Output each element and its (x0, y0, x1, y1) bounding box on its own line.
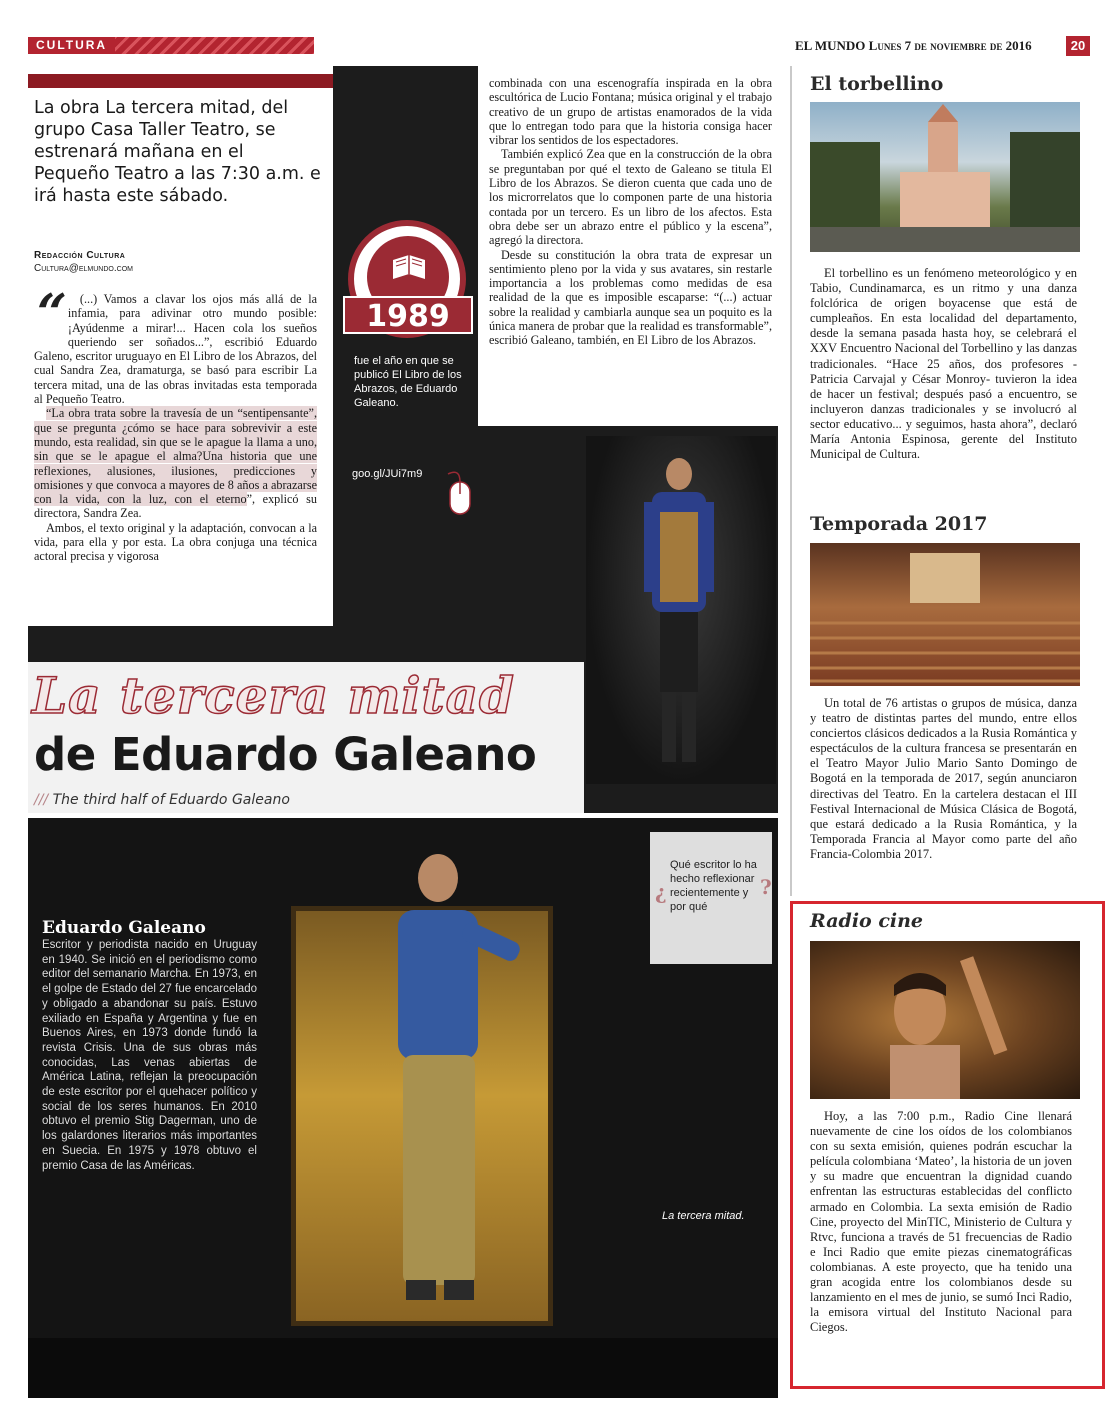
radio-photo (810, 941, 1080, 1099)
bio-text: Escritor y periodista nacido en Uruguay en 1940. Se inició en el periodismo como editor del semanario Marcha. En 1973, en el golpe de Estado del 27 fue encarcelado y obligado a abandonar su país. Estuvo exiliado en España y Argentina y fue en Buenos Aires, en 1973 donde fundó la revista Crisis. Una de sus obras más conocidas, Las venas abiertas de América Latina, reflejan la preocupación de este escritor por el quehacer político y social de los seres humanos. En 2010 obtuvo el premio Stig Dagerman, uno de los galardones literarios más importantes en Suecia. En 1975 y 1978 obtuvo el premio Casa de las Américas. (42, 939, 257, 1172)
actor-photo (586, 436, 776, 784)
paragraph: Hoy, a las 7:00 p.m., Radio Cine llenará nuevamente de cine los oídos de los colombianos con su sexta emisión, quienes podrán escuchar la película colombiana ‘Mateo’, la historia de un joven y su madre que encuentran la dignidad cuando enfrentan las estructuras establecidas del conflicto armado en Colombia. La sexta emisión de Radio Cine, proyecto del MinTIC, Ministerio de Cultura y Rtvc, funciona a través de 51 frecuencias de Radio e Inci Radio que emite piezas cinematográficas colombianas. A este proyecto, que ha tenido una gran acogida entre los colombianos desde su lanzamiento en el mes de junio, se sumó Inci Radio, la emisora virtual del Instituto Nacional para Ciegos. (810, 1109, 1072, 1335)
issue-date: Lunes 7 de noviembre de 2016 (868, 38, 1032, 53)
byline-name: Redacción Cultura (34, 250, 126, 261)
book-icon (391, 252, 427, 282)
badge-caption: fue el año en que se publicó El Libro de los Abrazos, de Eduardo Galeano. (354, 355, 462, 409)
theater-photo (810, 543, 1080, 686)
actor-figure-stage (368, 840, 528, 1340)
headline-line-1: La tercera mitad (32, 666, 515, 725)
article-column-2 (489, 76, 772, 348)
short-link[interactable]: goo.gl/JUi7m9 (352, 468, 423, 480)
church-drawing (810, 102, 1080, 252)
quote-tail: ”, explicó su directora, Sandra Zea. (34, 492, 317, 521)
paragraph: El torbellino es un fenómeno meteorológico y en Tabio, Cundinamarca, es un ritmo y una danza folclórica de origen boyacense que está de cumpleaños. En esta localidad del departamento, desde la semana pasada hasta hoy, se celebrará el XXV Encuentro Nacional del Torbellino y las danzas tradicionales. “Hace 25 años, dos profesores -Patricia Carvajal y César Monroy- tuvieron la idea de hacer un festival; después pasó a encuentro, se incluyeron danzas tradicionales y se involucró al sector educativo... y seguimos, hasta ahora”, declaró María Antonia Espinosa, gerente del Instituto Municipal de Cultura. (810, 266, 1077, 462)
photo-caption: La tercera mitad. (662, 1210, 745, 1222)
torbellino-heading: El torbellino (810, 73, 944, 95)
radio-drawing (810, 941, 1080, 1099)
paragraph-quote (34, 406, 317, 520)
temporada-heading: Temporada 2017 (810, 513, 988, 535)
article-lead: La obra La tercera mitad, del grupo Casa Taller Teatro, se estrenará mañana en el Pequeño Teatro a las 7:30 a.m. e irá hasta este sábado. (34, 98, 321, 206)
section-banner (28, 37, 314, 54)
stage-floor (28, 1338, 778, 1398)
paragraph: Un total de 76 artistas o grupos de música, danza y teatro de distintas partes del mundo, entre ellos conciertos clásicos dedicados a la Rusia Romántica y espectáculos de la cultura francesa se presentarán en el Teatro Mayor Julio Mario Santo Domingo de Bogotá en la temporada de 2017, según anunciaron directivas del Teatro. En la cartelera destacan el III Festival Internacional de Música Clásica de Bogotá, que estará dedicado a la Rusia Romántica, y la Temporada Francia al Mayor como parte del año Francia-Colombia 2017. (810, 696, 1077, 861)
temporada-text (810, 696, 1077, 862)
paragraph: Desde su constitución la obra trata de expresar un sentimiento pleno por la vida y sus avatares, sin restarle importancia a los problemas como medidas de esa realidad de la que es imposible escaparse: “(...) actuar sobre la realidad y cambiarla aunque sea un poquito es la única manera de probar que la realidad es transformable”, escribió Galeano, también, en El Libro de los Abrazos. (489, 247, 772, 348)
paragraph: También explicó Zea que en la construcción de la obra se preguntaban por qué el texto de Galeano se titula El Libro de los Abrazos. Se dieron cuenta que cada uno de los microrrelatos que lo componen parte de una historia contada por un tercero. Es un libro de los afectos. Esta obra debe ser un abrazo entre el público y la escena”, agregó la directora. (489, 147, 772, 248)
paragraph: combinada con una escenografía inspirada en la obra escultórica de Lucio Fontana; música original y el trabajo creativo de un grupo de artistas enamorados de la vida que lo entregan todo para que la historia consiga hacer vibrar los sentidos de los espectadores. (489, 76, 772, 148)
mouse-icon (446, 470, 474, 516)
radio-heading: Radio cine (810, 910, 924, 932)
column-divider (790, 66, 792, 896)
paragraph: Ambos, el texto original y la adaptación, convocan a la vida, para ella y por esta. La obra conjuga una técnica actoral precisa y vigorosa (34, 520, 317, 564)
byline-email: Cultura@elmundo.com (34, 263, 133, 274)
question-mark-open: ¿ (655, 880, 667, 904)
paper-name: EL MUNDO (795, 38, 866, 53)
masthead (795, 37, 1065, 55)
question-text: Qué escritor lo ha hecho reflexionar recientemente y por qué (670, 859, 757, 913)
quote-icon: “ (27, 283, 71, 344)
page-number: 20 (1066, 36, 1090, 56)
church-photo (810, 102, 1080, 252)
radio-text (810, 1109, 1072, 1335)
headline-line-2: de Eduardo Galeano (34, 728, 537, 781)
question-mark-close: ? (760, 875, 772, 899)
theater-drawing (810, 543, 1080, 686)
actor-figure (644, 452, 714, 772)
highlighted-quote: “La obra trata sobre la travesía de un “sentipensante”, que se pregunta ¿cómo se hace para sobrevivir a este mundo, esta realidad, sin que se le apague la llama a uno, sin que se le apague el alma?Una historia que une reflexiones, alusiones, ilusiones, predicciones y omisiones y que convoca a mayores de 8 años a abrazarse con la vida, con la luz, con el eterno (34, 406, 317, 507)
bio-title: Eduardo Galeano (42, 918, 206, 938)
section-label: CULTURA (28, 37, 115, 54)
badge-year: 1989 (343, 296, 473, 334)
lead-bar (28, 74, 333, 88)
subtitle-text: The third half of Eduardo Galeano (52, 792, 290, 808)
article-column-1 (27, 283, 317, 564)
torbellino-text (810, 266, 1077, 462)
headline-subtitle (34, 792, 290, 808)
subtitle-slashes: /// (34, 792, 49, 808)
paragraph: (...) Vamos a clavar los ojos más allá de la infamia, para adivinar otro mundo posible: ¡Ayúdenme a mirar!... Hacen cola los sueños queriendo ser soñados...”, escribió Eduardo Galeno, escritor uruguayo en El Libro de los Abrazos, del cual Sandra Zea, dramaturga, se basó para escribir La tercera mitad, una de las obras invitadas esta temporada al Pequeño Teatro. (34, 292, 317, 407)
